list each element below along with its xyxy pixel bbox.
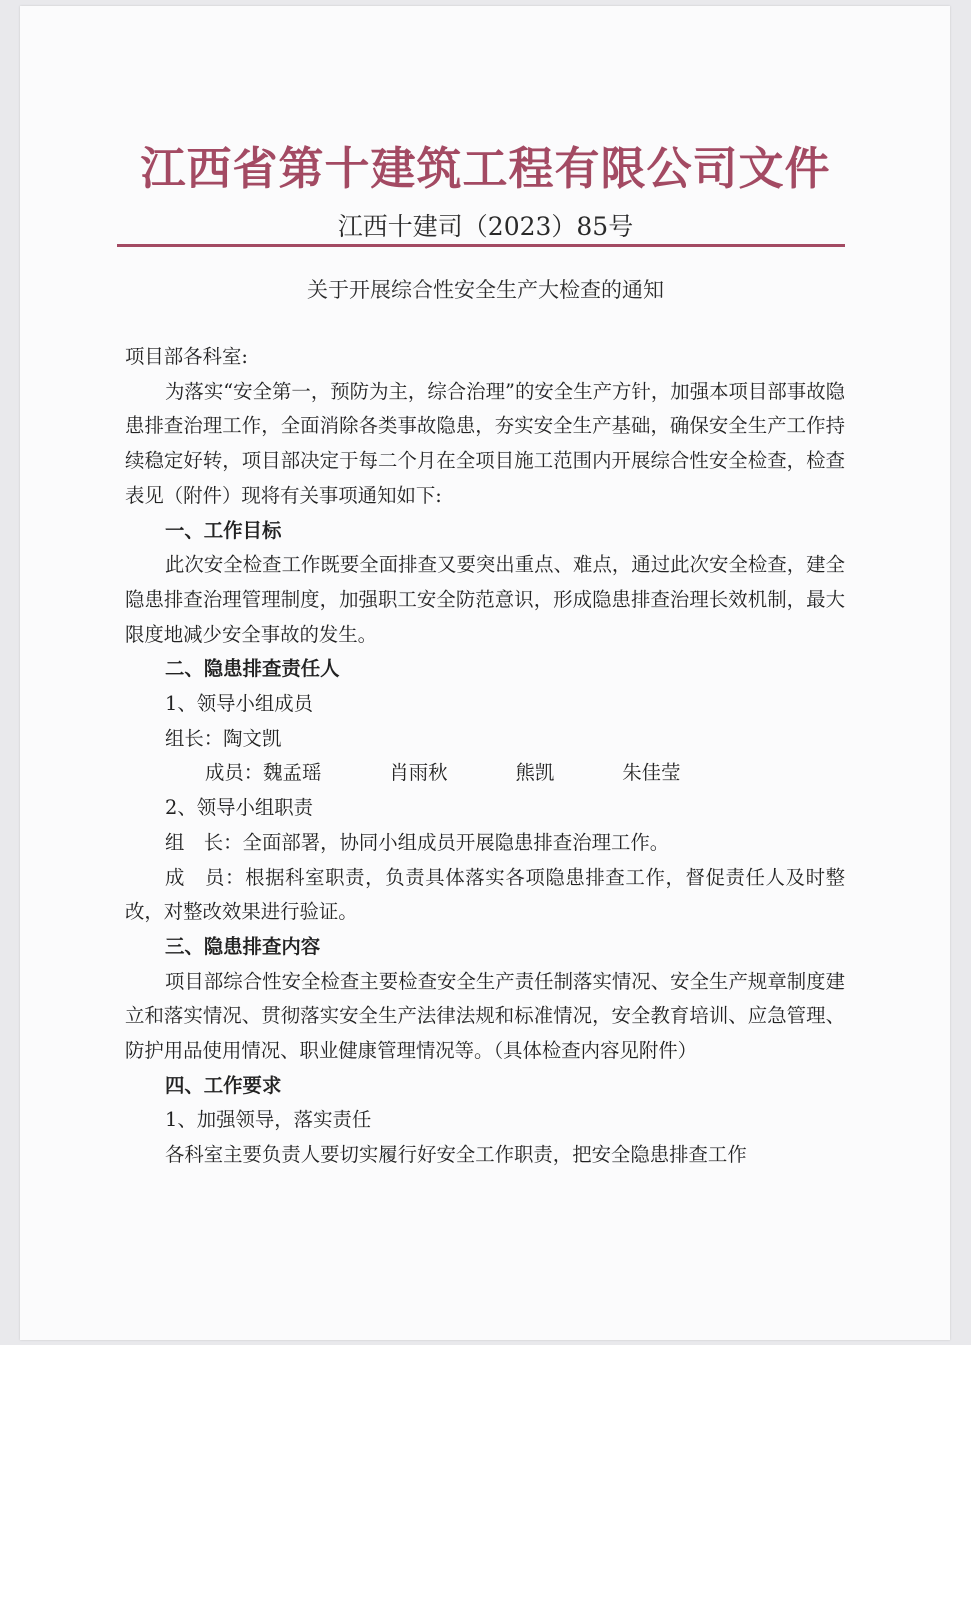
red-divider [117,244,845,247]
section-heading-requirements: 四、工作要求 [165,1073,282,1097]
member-3: 熊凯 [515,761,555,785]
section-heading-responsible: 二、隐患排查责任人 [165,657,340,681]
subheading-leadership: 1、加强领导，落实责任 [165,1108,372,1132]
org-title: 江西省第十建筑工程有限公司文件 [140,142,831,195]
document-number: 江西十建司（2023）85号 [337,212,634,241]
salutation: 项目部各科室: [125,345,248,368]
intro-paragraph: 为落实“安全第一，预防为主，综合治理”的安全生产方针，加强本项目部事故隐患排查治理工作，全面消除各类事故隐患，夯实安全生产基础，确保安全生产工作持续稳定好转，项目部决定于每二个月在全项目施工范围内开展综合性安全检查，检查表见（附件）现将有关事项通知如下: [125,379,845,507]
leader-duty: 组 长：全面部署，协同小组成员开展隐患排查治理工作。 [165,830,670,854]
member-2: 肖雨秋 [389,761,448,785]
leader-line: 组长：陶文凯 [165,726,282,750]
section-heading-goals: 一、工作目标 [165,518,282,542]
subheading-members: 1、领导小组成员 [165,692,314,716]
goals-paragraph: 此次安全检查工作既要全面排查又要突出重点、难点，通过此次安全检查，建全隐患排查治理管理制度，加强职工安全防范意识，形成隐患排查治理长效机制，最大限度地减少安全事故的发生。 [125,553,845,646]
subheading-duties: 2、领导小组职责 [165,796,314,820]
member-duty: 成 员：根据科室职责，负责具体落实各项隐患排查工作，督促责任人及时整改，对整改效果进行验证。 [125,865,845,924]
requirements-paragraph: 各科室主要负责人要切实履行好安全工作职责，把安全隐患排查工作 [165,1143,747,1167]
content-paragraph: 项目部综合性安全检查主要检查安全生产责任制落实情况、安全生产规章制度建立和落实情况、贯彻落实安全生产法律法规和标准情况，安全教育培训、应急管理、防护用品使用情况、职业健康管理情况等。（具体检查内容见附件） [125,969,845,1063]
member-4: 朱佳莹 [622,761,681,785]
members-line [125,756,845,791]
notice-title: 关于开展综合性安全生产大检查的通知 [307,278,664,302]
document-body [125,340,845,1173]
section-heading-content: 三、隐患排查内容 [165,934,321,958]
member-1: 成员：魏孟瑶 [205,761,322,785]
